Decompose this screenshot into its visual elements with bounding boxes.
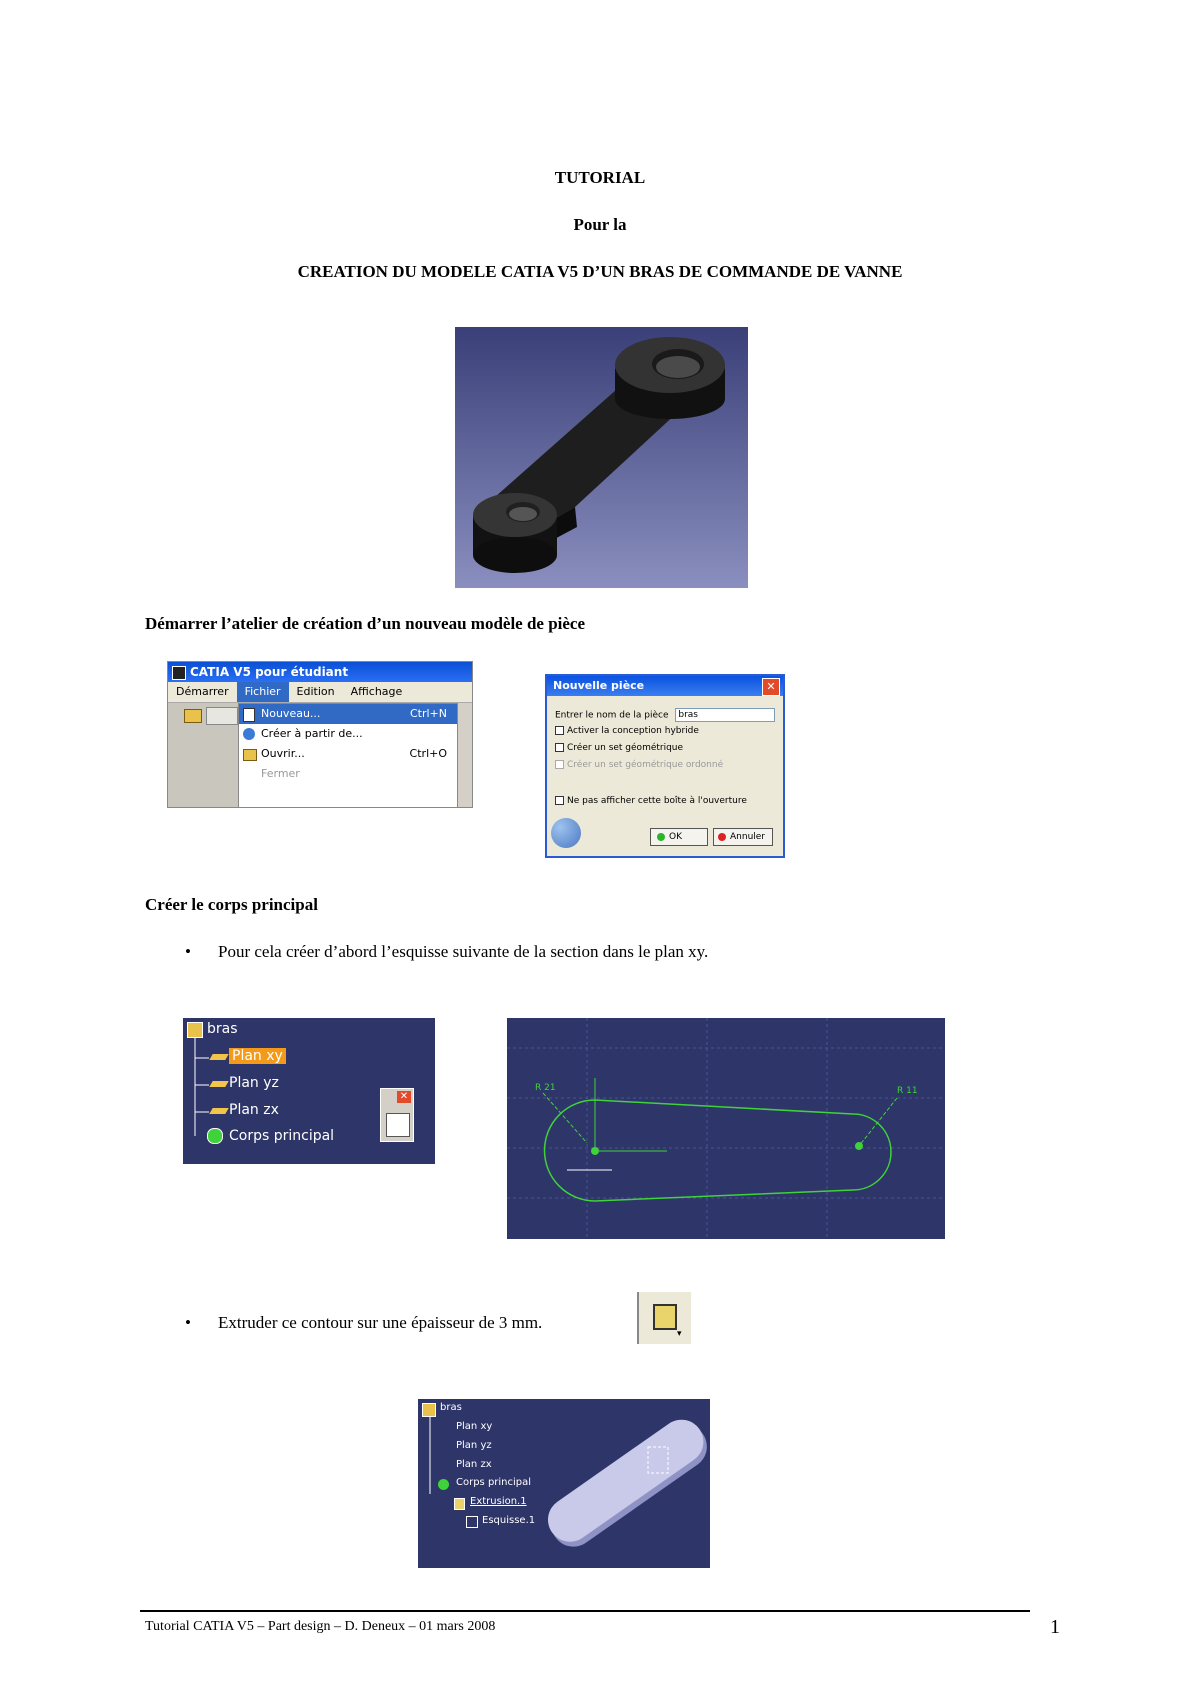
option-label: Ne pas afficher cette boîte à l'ouverture	[567, 796, 747, 806]
open-folder-icon[interactable]	[184, 709, 202, 723]
name-input[interactable]: bras	[675, 708, 775, 722]
footer-rule	[140, 1610, 1030, 1612]
ok-icon	[657, 833, 665, 841]
bullet-dot: •	[185, 942, 191, 961]
menu-item-fermer[interactable]	[239, 764, 457, 784]
tree-root[interactable]: bras	[207, 1021, 238, 1037]
menu-item-label: Fermer	[261, 767, 300, 780]
part-icon	[422, 1403, 436, 1417]
tree2-esquisse[interactable]: Esquisse.1	[482, 1515, 536, 1526]
part-icon	[187, 1022, 203, 1038]
section-heading-demarrer: Démarrer l’atelier de création d’un nouveau modèle de pièce	[145, 614, 586, 633]
file-dropdown	[238, 703, 458, 808]
tree2-extrusion[interactable]: Extrusion.1	[470, 1496, 527, 1507]
sketch-radius-right: R 11	[897, 1086, 918, 1096]
tree-plan-yz[interactable]: Plan yz	[229, 1075, 279, 1091]
name-label: Entrer le nom de la pièce	[555, 710, 669, 721]
menu-affichage[interactable]: Affichage	[350, 685, 403, 698]
title-pour-la: Pour la	[573, 215, 627, 234]
menu-item-shortcut: Ctrl+N	[409, 707, 447, 720]
sketch-toolbar	[380, 1088, 414, 1142]
checkbox-icon[interactable]	[555, 743, 564, 752]
bullet-text: Pour cela créer d’abord l’esquisse suivante de la section dans le plan xy.	[218, 942, 709, 961]
tree-corps-principal[interactable]: Corps principal	[229, 1128, 335, 1144]
sketch-radius-left: R 21	[535, 1083, 556, 1093]
name-row	[555, 708, 775, 722]
title-tutorial: TUTORIAL	[554, 168, 646, 187]
menu-item-ouvrir[interactable]	[239, 744, 457, 764]
extrusion-screenshot	[418, 1399, 710, 1568]
bullet-text: Extruder ce contour sur une épaisseur de 3 mm.	[218, 1313, 543, 1332]
tree-plan-xy-label: Plan xy	[229, 1048, 286, 1064]
create-from-icon	[243, 728, 255, 740]
option-label: Activer la conception hybride	[567, 726, 699, 736]
menu-edition[interactable]: Edition	[296, 685, 335, 698]
footer-text: Tutorial CATIA V5 – Part design – D. Deneux – 01 mars 2008	[145, 1619, 496, 1634]
tree2-plan-zx[interactable]: Plan zx	[456, 1459, 492, 1470]
tree2-plan-yz[interactable]: Plan yz	[456, 1440, 492, 1451]
checkbox-icon[interactable]	[555, 760, 564, 769]
pad-icon-shape	[653, 1304, 677, 1330]
menu-item-nouveau[interactable]	[239, 704, 457, 724]
body-gear-icon	[438, 1479, 449, 1490]
open-folder-icon	[243, 749, 257, 761]
toolbar-field	[206, 707, 238, 725]
tree2-root[interactable]: bras	[440, 1402, 462, 1413]
page-number: 1	[1050, 1616, 1060, 1638]
option-ne-pas-afficher[interactable]	[555, 796, 747, 806]
tree2-corps-principal[interactable]: Corps principal	[456, 1477, 532, 1488]
close-icon[interactable]: ✕	[397, 1091, 411, 1103]
sketch-icon	[466, 1516, 478, 1528]
catia-logo	[551, 818, 581, 848]
section-heading-corps-principal: Créer le corps principal	[145, 895, 318, 914]
menu-item-label: Créer à partir de...	[261, 727, 363, 740]
catia-app-icon	[172, 666, 186, 680]
sketch-xy-screenshot	[507, 1018, 945, 1239]
dialog-titlebar	[547, 676, 783, 696]
menu-item-creer-a-partir[interactable]	[239, 724, 457, 744]
option-set-ordonne[interactable]	[555, 760, 723, 770]
menu-item-shortcut: Ctrl+O	[409, 747, 447, 760]
close-icon[interactable]: ✕	[762, 678, 780, 696]
option-label: Créer un set géométrique	[567, 743, 684, 753]
menu-item-label: Ouvrir...	[261, 747, 305, 760]
spec-tree-panel	[183, 1018, 435, 1164]
pad-extrude-icon[interactable]	[637, 1292, 691, 1344]
checkbox-icon[interactable]	[555, 796, 564, 805]
body-gear-icon	[207, 1128, 223, 1144]
catia-toolbar-area	[168, 703, 238, 807]
nouvelle-piece-dialog	[545, 674, 785, 858]
bras-3d-render	[455, 327, 748, 588]
catia-menubar	[168, 682, 472, 703]
cancel-button[interactable]	[713, 828, 773, 846]
bullet-dot: •	[185, 1313, 191, 1332]
cancel-icon	[718, 833, 726, 841]
ok-label: OK	[669, 832, 682, 842]
checkbox-icon[interactable]	[555, 726, 564, 735]
catia-window-title-text: CATIA V5 pour étudiant	[190, 665, 349, 679]
title-main: CREATION DU MODELE CATIA V5 D’UN BRAS DE COMMANDE DE VANNE	[297, 262, 903, 281]
dialog-title: Nouvelle pièce	[553, 679, 645, 692]
dropdown-arrow-icon: ▾	[677, 1328, 682, 1338]
pad-icon	[454, 1498, 465, 1510]
option-hybride[interactable]	[555, 726, 699, 736]
tree-plan-zx[interactable]: Plan zx	[229, 1102, 279, 1118]
menu-item-label: Nouveau...	[261, 707, 321, 720]
new-file-icon	[243, 708, 255, 722]
catia-file-menu-screenshot	[167, 661, 473, 808]
menu-fichier[interactable]: Fichier	[237, 682, 289, 702]
tree2-plan-xy[interactable]: Plan xy	[456, 1421, 493, 1432]
ok-button[interactable]	[650, 828, 708, 846]
menu-demarrer[interactable]: Démarrer	[176, 685, 229, 698]
option-label: Créer un set géométrique ordonné	[567, 760, 724, 770]
tree-plan-xy[interactable]	[229, 1048, 286, 1064]
option-set-geometrique[interactable]	[555, 743, 683, 753]
catia-window-title	[168, 662, 472, 682]
sketch-icon[interactable]	[386, 1113, 410, 1137]
cancel-label: Annuler	[730, 832, 766, 842]
